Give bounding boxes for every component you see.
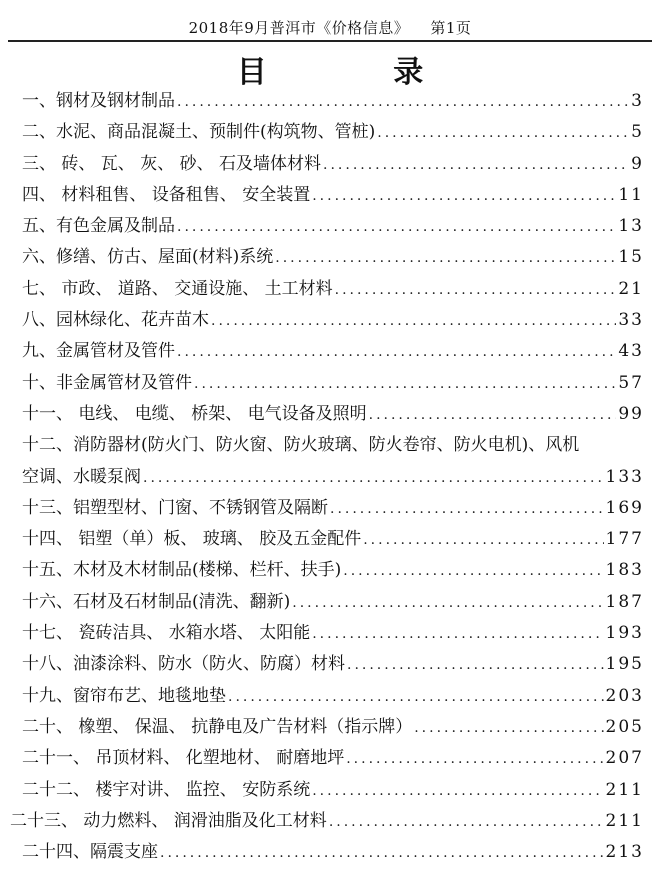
toc-entry-page-number: 169	[605, 497, 644, 518]
toc-entry-page-number: 207	[605, 748, 644, 769]
dot-leader	[160, 838, 604, 869]
dot-leader	[177, 212, 616, 243]
toc-entry[interactable]	[22, 399, 644, 430]
toc-entry-label: 十七、 瓷砖洁具、 水箱水塔、 太阳能	[22, 623, 311, 644]
toc-entry-label: 二十四、隔震支座	[22, 842, 158, 863]
toc-entry-label: 六、修缮、仿古、屋面(材料)系统	[22, 247, 274, 268]
toc-entry-page-number: 13	[618, 216, 644, 237]
toc-entry-page-number: 99	[618, 403, 644, 424]
toc-entry-label: 一、钢材及钢材制品	[22, 91, 175, 111]
toc-entry-page-number: 11	[618, 184, 644, 205]
dot-leader	[363, 525, 603, 556]
table-of-contents	[10, 86, 644, 868]
toc-entry-label: 十一、 电线、 电缆、 桥架、 电气设备及照明	[22, 403, 367, 424]
toc-entry-label: 三、 砖、 瓦、 灰、 砂、 石及墙体材料	[22, 153, 322, 174]
dot-leader	[312, 181, 616, 212]
dot-leader	[377, 118, 629, 149]
toc-entry-page-number: 43	[618, 341, 644, 362]
toc-entry-page-number: 33	[618, 310, 644, 331]
toc-entry-page-number: 211	[605, 810, 644, 831]
dot-leader	[177, 87, 629, 118]
toc-entry[interactable]	[22, 618, 644, 649]
dot-leader	[414, 713, 603, 744]
toc-entry[interactable]	[22, 743, 644, 774]
dot-leader	[275, 243, 616, 274]
toc-entry-label: 十五、木材及木材制品(楼梯、栏杆、扶手)	[22, 560, 342, 581]
toc-entry-label: 十、非金属管材及管件	[22, 372, 192, 393]
toc-entry-label: 二十、 橡塑、 保温、 抗静电及广告材料（指示牌）	[22, 716, 413, 737]
toc-entry-page-number: 57	[618, 372, 644, 393]
toc-entry-label: 八、园林绿化、花卉苗木	[22, 310, 209, 331]
toc-entry[interactable]	[22, 712, 644, 743]
toc-entry-label: 十九、窗帘布艺、地毯地垫	[22, 685, 226, 706]
toc-entry-page-number: 211	[605, 779, 644, 800]
dot-leader	[330, 494, 604, 525]
toc-entry[interactable]	[22, 681, 644, 712]
toc-entry[interactable]	[22, 180, 644, 211]
toc-entry-label: 五、有色金属及制品	[22, 216, 175, 237]
dot-leader	[177, 337, 616, 368]
toc-entry-page-number: 133	[605, 466, 644, 487]
toc-entry[interactable]	[22, 649, 644, 680]
toc-entry-page-number: 21	[618, 278, 644, 299]
dot-leader	[312, 619, 603, 650]
toc-entry[interactable]	[22, 837, 644, 868]
toc-entry-label: 二、水泥、商品混凝土、预制件(构筑物、管桩)	[22, 122, 376, 143]
toc-entry[interactable]	[22, 211, 644, 242]
toc-entry[interactable]	[22, 117, 644, 148]
toc-entry-label: 十六、石材及石材制品(清洗、翻新)	[22, 591, 291, 612]
toc-entry-page-number: 203	[605, 685, 644, 706]
toc-entry-page-number: 5	[631, 122, 644, 143]
dot-leader	[347, 650, 604, 681]
toc-entry[interactable]	[22, 775, 644, 806]
page-header	[8, 0, 652, 42]
toc-entry[interactable]	[10, 806, 644, 837]
header-text: 2018年9月普洱市《价格信息》 第1页	[188, 19, 472, 37]
toc-entry-label: 十四、 铝塑（单）板、 玻璃、 胶及五金配件	[22, 529, 362, 550]
toc-entry[interactable]	[22, 274, 644, 305]
dot-leader	[194, 369, 616, 400]
dot-leader	[228, 682, 604, 713]
toc-entry-page-number: 187	[605, 591, 644, 612]
toc-entry-page-number: 213	[605, 842, 644, 863]
dot-leader	[343, 556, 603, 587]
dot-leader	[312, 776, 603, 807]
toc-entry-label: 二十二、 楼宇对讲、 监控、 安防系统	[22, 779, 311, 800]
dot-leader	[335, 275, 617, 306]
toc-entry[interactable]	[22, 336, 644, 367]
toc-entry[interactable]	[22, 462, 644, 493]
toc-entry-label: 二十三、 动力燃料、 润滑油脂及化工材料	[10, 810, 327, 831]
dot-leader	[369, 400, 617, 431]
toc-entry-page-number: 177	[605, 529, 644, 550]
toc-entry-label: 空调、水暖泵阀	[22, 466, 141, 487]
toc-entry[interactable]	[22, 493, 644, 524]
toc-entry[interactable]	[22, 86, 644, 117]
toc-entry-label: 七、 市政、 道路、 交通设施、 土工材料	[22, 278, 333, 299]
toc-entry-page-number: 9	[631, 153, 644, 174]
dot-leader	[292, 588, 603, 619]
dot-leader	[211, 306, 616, 337]
dot-leader	[323, 150, 629, 181]
toc-entry-page-number: 193	[605, 623, 644, 644]
toc-entry-page-number: 3	[631, 91, 644, 111]
toc-entry-label: 四、 材料租售、 设备租售、 安全装置	[22, 184, 311, 205]
toc-entry[interactable]	[22, 368, 644, 399]
toc-entry[interactable]	[22, 242, 644, 273]
toc-entry[interactable]	[22, 305, 644, 336]
toc-entry-label: 九、金属管材及管件	[22, 341, 175, 362]
page-title: 目 录	[236, 55, 482, 90]
toc-entry-label: 二十一、 吊顶材料、 化塑地材、 耐磨地坪	[22, 748, 345, 769]
toc-entry-label-line1: 十二、消防器材(防火门、防火窗、防火玻璃、防火卷帘、防火电机)、风机	[22, 435, 580, 456]
toc-entry-page-number: 15	[618, 247, 644, 268]
toc-entry-page-number: 195	[605, 654, 644, 675]
dot-leader	[329, 807, 604, 838]
toc-entry[interactable]	[22, 555, 644, 586]
dot-leader	[346, 744, 603, 775]
toc-entry[interactable]	[22, 149, 644, 180]
toc-entry-label: 十八、油漆涂料、防水（防火、防腐）材料	[22, 654, 345, 675]
toc-entry-page-number: 183	[605, 560, 644, 581]
header-divider	[8, 40, 652, 42]
toc-entry-page-number: 205	[605, 716, 644, 737]
toc-entry[interactable]	[22, 587, 644, 618]
dot-leader	[143, 463, 604, 494]
toc-entry[interactable]	[22, 524, 644, 555]
toc-entry-label: 十三、铝塑型材、门窗、不锈钢管及隔断	[22, 497, 328, 518]
